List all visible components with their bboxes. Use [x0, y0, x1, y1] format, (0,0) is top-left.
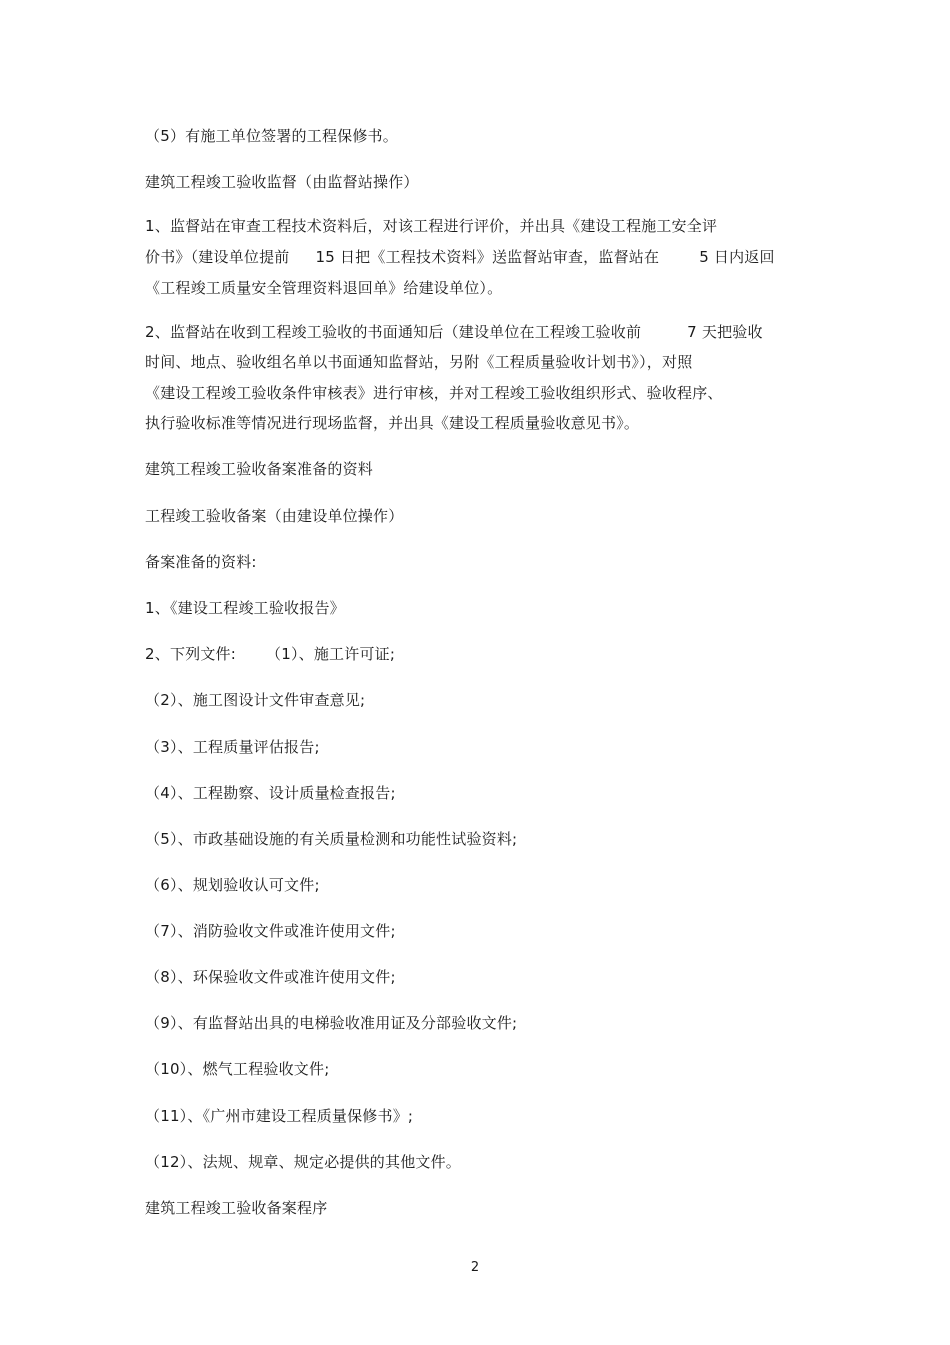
list-item-11 [145, 1106, 413, 1126]
text-run: 《建设工程竣工验收条件审核表》进行审核，并对工程竣工验收组织形式、验收程序、 [145, 384, 723, 402]
heading-supervision [145, 172, 419, 192]
text-run: （5）有施工单位签署的工程保修书。 [145, 127, 398, 145]
text-run: 2、监督站在收到工程竣工验收的书面通知后（建设单位在工程竣工验收前 [145, 323, 642, 341]
text-run: 价书》（建设单位提前 [145, 248, 290, 266]
text-run: 建筑工程竣工验收备案程序 [145, 1199, 328, 1217]
list-item-8 [145, 967, 396, 987]
text-run: （8）、环保验收文件或准许使用文件; [145, 968, 396, 986]
text-run: （12）、法规、规章、规定必提供的其他文件。 [145, 1153, 461, 1171]
paragraph-1-line-3 [145, 278, 502, 298]
list-item-documents [145, 644, 395, 664]
label-filing-materials [145, 552, 257, 572]
paragraph-2-line-1 [145, 322, 763, 342]
text-run: （5）、市政基础设施的有关质量检测和功能性试验资料; [145, 830, 518, 848]
text-run: （3）、工程质量评估报告; [145, 738, 320, 756]
list-item-9 [145, 1013, 517, 1033]
text-run: 5 日内返回 [699, 248, 775, 266]
text-run: （9）、有监督站出具的电梯验收准用证及分部验收文件; [145, 1014, 518, 1032]
list-item-12 [145, 1152, 461, 1172]
text-run: 执行验收标准等情况进行现场监督，并出具《建设工程质量验收意见书》。 [145, 414, 640, 432]
text-run: （11）、《广州市建设工程质量保修书》; [145, 1107, 414, 1125]
heading-filing-procedure [145, 1198, 327, 1218]
list-item-5 [145, 829, 517, 849]
text-run: 2、下列文件: [145, 645, 236, 663]
list-item-7 [145, 921, 396, 941]
text-run: 7 天把验收 [687, 323, 763, 341]
list-item-10 [145, 1059, 329, 1079]
text-run: 建筑工程竣工验收备案准备的资料 [145, 460, 374, 478]
list-item-3 [145, 737, 320, 757]
list-item-4 [145, 783, 396, 803]
paragraph-1-line-2 [145, 247, 775, 267]
text-run: 工程竣工验收备案（由建设单位操作） [145, 507, 404, 525]
text-run: 建筑工程竣工验收监督（由监督站操作） [145, 173, 419, 191]
text-run: （2）、施工图设计文件审查意见; [145, 691, 366, 709]
paragraph-2-line-4 [145, 413, 639, 433]
text-run: （10）、燃气工程验收文件; [145, 1060, 330, 1078]
paragraph-warranty-item [145, 126, 398, 146]
text-run: 时间、地点、验收组名单以书面通知监督站，另附《工程质量验收计划书》），对照 [145, 353, 693, 371]
text-run: （7）、消防验收文件或准许使用文件; [145, 922, 396, 940]
text-run: 1、监督站在审查工程技术资料后，对该工程进行评价，并出具《建设工程施工安全评 [145, 217, 718, 235]
heading-filing [145, 506, 403, 526]
heading-filing-materials [145, 459, 373, 479]
text-run: 1、《建设工程竣工验收报告》 [145, 599, 345, 617]
text-run: 《工程竣工质量安全管理资料退回单》给建设单位）。 [145, 279, 503, 297]
page-number: 2 [470, 1260, 480, 1275]
paragraph-2-line-2 [145, 352, 692, 372]
paragraph-2-line-3 [145, 383, 723, 403]
list-item-6 [145, 875, 320, 895]
text-run: （1）、施工许可证; [266, 645, 396, 663]
list-item-report [145, 598, 345, 618]
text-run: （6）、规划验收认可文件; [145, 876, 320, 894]
paragraph-1-line-1 [145, 216, 717, 236]
text-run: 15 日把《工程技术资料》送监督站审查，监督站在 [315, 248, 660, 266]
text-run: （4）、工程勘察、设计质量检查报告; [145, 784, 396, 802]
text-run: 备案准备的资料: [145, 553, 257, 571]
list-item-2 [145, 690, 365, 710]
